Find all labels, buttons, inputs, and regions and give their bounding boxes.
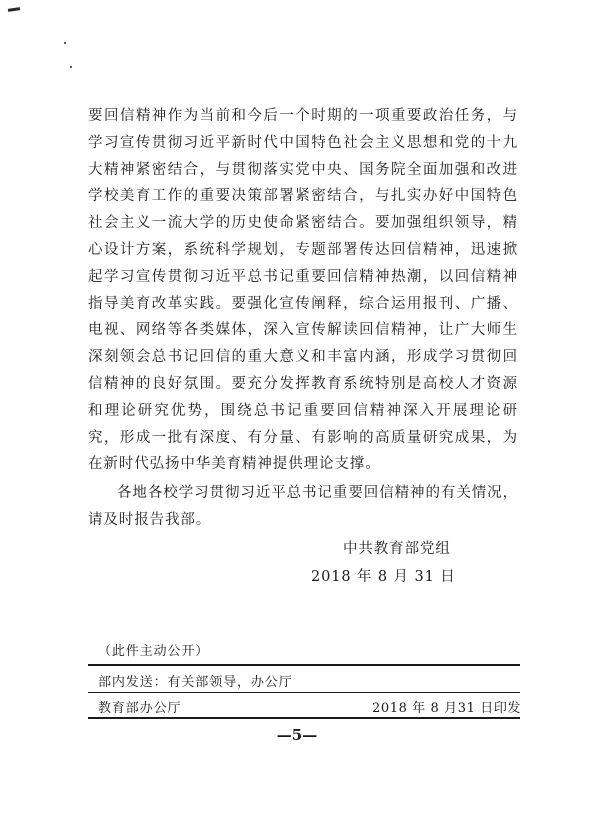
page-number: —5— [276, 726, 318, 744]
footer-divider [88, 664, 520, 666]
signature-date: 2018 年 8 月 31 日 [311, 569, 456, 585]
footer-divider [88, 692, 520, 693]
scan-mark [8, 7, 20, 12]
body-paragraph: 各地各校学习贯彻习近平总书记重要回信精神的有关情况，请及时报告我部。 [88, 485, 518, 528]
signature-organization: 中共教育部党组 [343, 541, 451, 557]
print-date: 2018 年 8 月31 日印发 [372, 701, 522, 716]
document-body [88, 103, 518, 534]
scan-mark [64, 42, 66, 44]
distribution-list: 部内发送：有关部领导，办公厅 [98, 675, 293, 690]
scan-mark [70, 66, 72, 68]
footer-divider [88, 717, 520, 719]
issuing-office: 教育部办公厅 [98, 701, 182, 716]
body-paragraph: 要回信精神作为当前和今后一个时期的一项重要政治任务，与学习宣传贯彻习近平新时代中国特色社会主义思想和党的十九大精神紧密结合，与贯彻落实党中央、国务院全面加强和改进学校美育工作的重要决策部署紧密结合，与扎实办好中国特色社会主义一流大学的历史使命紧密结合。要加强组织领导，精心设计方案，系统科学规划，专题部署传达回信精神，迅速掀起学习宣传贯彻习近平总书记重要回信精神热潮，以回信精神指导美育改革实践。要强化宣传阐释，综合运用报刊、广播、电视、网络等各类媒体，深入宣传解读回信精神，让广大师生深刻领会总书记回信的重大意义和丰富内涵，形成学习贯彻回信精神的良好氛围。要充分发挥教育系统特别是高校人才资源和理论研究优势，围绕总书记重要回信精神深入开展理论研究，形成一批有深度、有分量、有影响的高质量研究成果，为在新时代弘扬中华美育精神提供理论支撑。 [88, 108, 518, 473]
public-disclosure-note: （此件主动公开） [98, 644, 210, 659]
